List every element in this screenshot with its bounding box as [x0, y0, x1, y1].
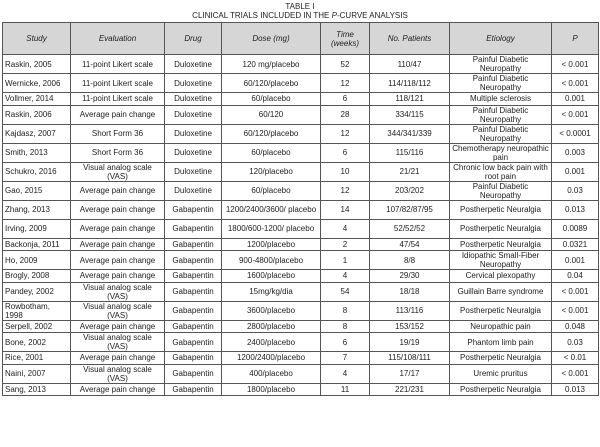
cell-p: 0.001 — [552, 251, 599, 270]
cell-dose: 15mg/kg/dia — [222, 282, 321, 301]
cell-p: < 0.001 — [552, 74, 599, 93]
cell-drug: Gabapentin — [165, 333, 222, 352]
table-row — [3, 238, 599, 251]
cell-evaluation: Average pain change — [71, 200, 165, 219]
cell-evaluation: Visual analog scale (VAS) — [71, 301, 165, 320]
cell-drug: Duloxetine — [165, 181, 222, 200]
cell-p: 0.013 — [552, 383, 599, 396]
cell-etiology: Guillain Barre syndrome — [450, 282, 552, 301]
cell-evaluation: Average pain change — [71, 352, 165, 365]
cell-patients: 118/121 — [370, 93, 450, 106]
table-row — [3, 200, 599, 219]
cell-dose: 1200/2400/placebo — [222, 352, 321, 365]
cell-patients: 203/202 — [370, 181, 450, 200]
cell-evaluation: Average pain change — [71, 105, 165, 124]
cell-patients: 8/8 — [370, 251, 450, 270]
cell-time: 7 — [321, 352, 370, 365]
cell-study: Zhang, 2013 — [3, 200, 71, 219]
cell-study: Smith, 2013 — [3, 143, 71, 162]
cell-etiology: Postherpetic Neuralgia — [450, 219, 552, 238]
cell-dose: 400/placebo — [222, 364, 321, 383]
cell-drug: Duloxetine — [165, 162, 222, 181]
cell-etiology: Cervical plexopathy — [450, 270, 552, 283]
table-row — [3, 74, 599, 93]
cell-study: Schukro, 2016 — [3, 162, 71, 181]
cell-patients: 334/115 — [370, 105, 450, 124]
cell-etiology: Uremic pruritus — [450, 364, 552, 383]
cell-p: 0.003 — [552, 143, 599, 162]
table-row — [3, 301, 599, 320]
cell-study: Bone, 2002 — [3, 333, 71, 352]
cell-dose: 2400/placebo — [222, 333, 321, 352]
cell-time: 6 — [321, 143, 370, 162]
cell-dose: 60/placebo — [222, 181, 321, 200]
cell-dose: 1200/placebo — [222, 238, 321, 251]
cell-study: Naini, 2007 — [3, 364, 71, 383]
cell-study: Kajdasz, 2007 — [3, 124, 71, 143]
cell-p: < 0.001 — [552, 55, 599, 74]
cell-study: Pandey, 2002 — [3, 282, 71, 301]
cell-study: Raskin, 2006 — [3, 105, 71, 124]
cell-etiology: Postherpetic Neuralgia — [450, 200, 552, 219]
table-row — [3, 352, 599, 365]
cell-evaluation: Average pain change — [71, 251, 165, 270]
col-header-dose: Dose (mg) — [222, 23, 321, 55]
cell-evaluation: 11-point Likert scale — [71, 55, 165, 74]
table-row — [3, 282, 599, 301]
cell-drug: Gabapentin — [165, 352, 222, 365]
cell-study: Sang, 2013 — [3, 383, 71, 396]
cell-patients: 47/54 — [370, 238, 450, 251]
cell-dose: 900-4800/placebo — [222, 251, 321, 270]
cell-time: 12 — [321, 181, 370, 200]
cell-time: 12 — [321, 124, 370, 143]
cell-drug: Duloxetine — [165, 93, 222, 106]
cell-time: 12 — [321, 74, 370, 93]
cell-time: 4 — [321, 270, 370, 283]
cell-etiology: Painful Diabetic Neuropathy — [450, 55, 552, 74]
table-row — [3, 333, 599, 352]
cell-p: 0.048 — [552, 320, 599, 333]
cell-dose: 1800/placebo — [222, 383, 321, 396]
cell-p: < 0.001 — [552, 282, 599, 301]
cell-patients: 344/341/339 — [370, 124, 450, 143]
cell-drug: Gabapentin — [165, 301, 222, 320]
cell-etiology: Phantom limb pain — [450, 333, 552, 352]
cell-drug: Gabapentin — [165, 251, 222, 270]
cell-evaluation: Visual analog scale (VAS) — [71, 282, 165, 301]
table-row — [3, 181, 599, 200]
cell-etiology: Postherpetic Neuralgia — [450, 383, 552, 396]
table-row — [3, 219, 599, 238]
cell-etiology: Painful Diabetic Neuropathy — [450, 74, 552, 93]
cell-evaluation: Average pain change — [71, 270, 165, 283]
table-row — [3, 143, 599, 162]
cell-time: 28 — [321, 105, 370, 124]
table-title: CLINICAL TRIALS INCLUDED IN THE P-CURVE ANALYSIS — [192, 11, 408, 20]
cell-drug: Gabapentin — [165, 238, 222, 251]
cell-time: 4 — [321, 364, 370, 383]
cell-p: 0.0089 — [552, 219, 599, 238]
cell-patients: 52/52/52 — [370, 219, 450, 238]
cell-drug: Duloxetine — [165, 143, 222, 162]
cell-drug: Gabapentin — [165, 320, 222, 333]
cell-etiology: Painful Diabetic Neuropathy — [450, 181, 552, 200]
cell-time: 52 — [321, 55, 370, 74]
cell-dose: 60/120/placebo — [222, 74, 321, 93]
cell-etiology: Multiple sclerosis — [450, 93, 552, 106]
cell-evaluation: 11-point Likert scale — [71, 93, 165, 106]
col-header-evaluation: Evaluation — [71, 23, 165, 55]
cell-dose: 1600/placebo — [222, 270, 321, 283]
cell-study: Gao, 2015 — [3, 181, 71, 200]
col-header-time: Time (weeks) — [321, 23, 370, 55]
table-row — [3, 162, 599, 181]
cell-time: 6 — [321, 93, 370, 106]
cell-patients: 21/21 — [370, 162, 450, 181]
cell-drug: Gabapentin — [165, 200, 222, 219]
cell-etiology: Postherpetic Neuralgia — [450, 238, 552, 251]
cell-dose: 120/placebo — [222, 162, 321, 181]
cell-evaluation: Average pain change — [71, 219, 165, 238]
cell-p: < 0.001 — [552, 364, 599, 383]
cell-patients: 114/118/112 — [370, 74, 450, 93]
cell-patients: 19/19 — [370, 333, 450, 352]
cell-study: Brogly, 2008 — [3, 270, 71, 283]
cell-time: 11 — [321, 383, 370, 396]
cell-drug: Gabapentin — [165, 383, 222, 396]
cell-study: Rowbotham, 1998 — [3, 301, 71, 320]
cell-p: < 0.001 — [552, 105, 599, 124]
cell-dose: 120 mg/placebo — [222, 55, 321, 74]
table-row — [3, 93, 599, 106]
cell-evaluation: Visual analog scale (VAS) — [71, 333, 165, 352]
cell-p: < 0.01 — [552, 352, 599, 365]
cell-drug: Gabapentin — [165, 219, 222, 238]
cell-time: 14 — [321, 200, 370, 219]
table-row — [3, 383, 599, 396]
cell-patients: 115/108/111 — [370, 352, 450, 365]
cell-time: 10 — [321, 162, 370, 181]
cell-etiology: Chemotherapy neuropathic pain — [450, 143, 552, 162]
cell-dose: 1200/2400/3600/ placebo — [222, 200, 321, 219]
cell-etiology: Painful Diabetic Neuropathy — [450, 124, 552, 143]
cell-etiology: Postherpetic Neuralgia — [450, 352, 552, 365]
table-row — [3, 251, 599, 270]
cell-study: Serpell, 2002 — [3, 320, 71, 333]
cell-time: 54 — [321, 282, 370, 301]
cell-p: 0.001 — [552, 93, 599, 106]
cell-patients: 17/17 — [370, 364, 450, 383]
cell-evaluation: Visual analog scale (VAS) — [71, 364, 165, 383]
cell-drug: Duloxetine — [165, 74, 222, 93]
cell-evaluation: Average pain change — [71, 181, 165, 200]
cell-patients: 107/82/87/95 — [370, 200, 450, 219]
cell-patients: 110/47 — [370, 55, 450, 74]
cell-etiology: Postherpetic Neuralgia — [450, 301, 552, 320]
cell-evaluation: 11-point Likert scale — [71, 74, 165, 93]
cell-dose: 60/120 — [222, 105, 321, 124]
cell-time: 8 — [321, 301, 370, 320]
cell-patients: 18/18 — [370, 282, 450, 301]
table-row — [3, 55, 599, 74]
table-row — [3, 124, 599, 143]
cell-p: 0.0321 — [552, 238, 599, 251]
cell-study: Irving, 2009 — [3, 219, 71, 238]
cell-time: 4 — [321, 219, 370, 238]
col-header-etiology: Etiology — [450, 23, 552, 55]
cell-patients: 221/231 — [370, 383, 450, 396]
col-header-patients: No. Patients — [370, 23, 450, 55]
cell-evaluation: Average pain change — [71, 238, 165, 251]
cell-dose: 1800/600-1200/ placebo — [222, 219, 321, 238]
cell-p: 0.013 — [552, 200, 599, 219]
cell-drug: Duloxetine — [165, 124, 222, 143]
cell-etiology: Idiopathic Small-Fiber Neuropathy — [450, 251, 552, 270]
cell-dose: 60/placebo — [222, 143, 321, 162]
table-row — [3, 320, 599, 333]
clinical-trials-table — [2, 22, 599, 396]
cell-p: 0.03 — [552, 181, 599, 200]
cell-time: 1 — [321, 251, 370, 270]
cell-dose: 60/placebo — [222, 93, 321, 106]
cell-p: < 0.0001 — [552, 124, 599, 143]
cell-dose: 60/120/placebo — [222, 124, 321, 143]
table-row — [3, 364, 599, 383]
cell-study: Ho, 2009 — [3, 251, 71, 270]
cell-dose: 3600/placebo — [222, 301, 321, 320]
cell-time: 8 — [321, 320, 370, 333]
cell-drug: Gabapentin — [165, 270, 222, 283]
cell-time: 6 — [321, 333, 370, 352]
cell-etiology: Neuropathic pain — [450, 320, 552, 333]
cell-evaluation: Short Form 36 — [71, 143, 165, 162]
cell-patients: 115/116 — [370, 143, 450, 162]
table-row — [3, 270, 599, 283]
cell-drug: Gabapentin — [165, 282, 222, 301]
cell-evaluation: Average pain change — [71, 383, 165, 396]
cell-p: 0.001 — [552, 162, 599, 181]
cell-drug: Gabapentin — [165, 364, 222, 383]
table-row — [3, 105, 599, 124]
cell-drug: Duloxetine — [165, 55, 222, 74]
table-label: TABLE I — [285, 2, 315, 11]
cell-etiology: Painful Diabetic Neuropathy — [450, 105, 552, 124]
cell-drug: Duloxetine — [165, 105, 222, 124]
cell-evaluation: Visual analog scale (VAS) — [71, 162, 165, 181]
cell-etiology: Chronic low back pain with root pain — [450, 162, 552, 181]
cell-p: 0.03 — [552, 333, 599, 352]
cell-patients: 153/152 — [370, 320, 450, 333]
cell-p: 0.04 — [552, 270, 599, 283]
col-header-p: P — [552, 23, 599, 55]
cell-study: Wernicke, 2006 — [3, 74, 71, 93]
cell-dose: 2800/placebo — [222, 320, 321, 333]
cell-evaluation: Short Form 36 — [71, 124, 165, 143]
cell-study: Raskin, 2005 — [3, 55, 71, 74]
cell-evaluation: Average pain change — [71, 320, 165, 333]
col-header-study: Study — [3, 23, 71, 55]
cell-study: Rice, 2001 — [3, 352, 71, 365]
col-header-drug: Drug — [165, 23, 222, 55]
header-row — [3, 23, 599, 55]
cell-patients: 113/116 — [370, 301, 450, 320]
cell-p: < 0.001 — [552, 301, 599, 320]
cell-study: Backonja, 2011 — [3, 238, 71, 251]
cell-study: Vollmer, 2014 — [3, 93, 71, 106]
cell-patients: 29/30 — [370, 270, 450, 283]
cell-time: 2 — [321, 238, 370, 251]
